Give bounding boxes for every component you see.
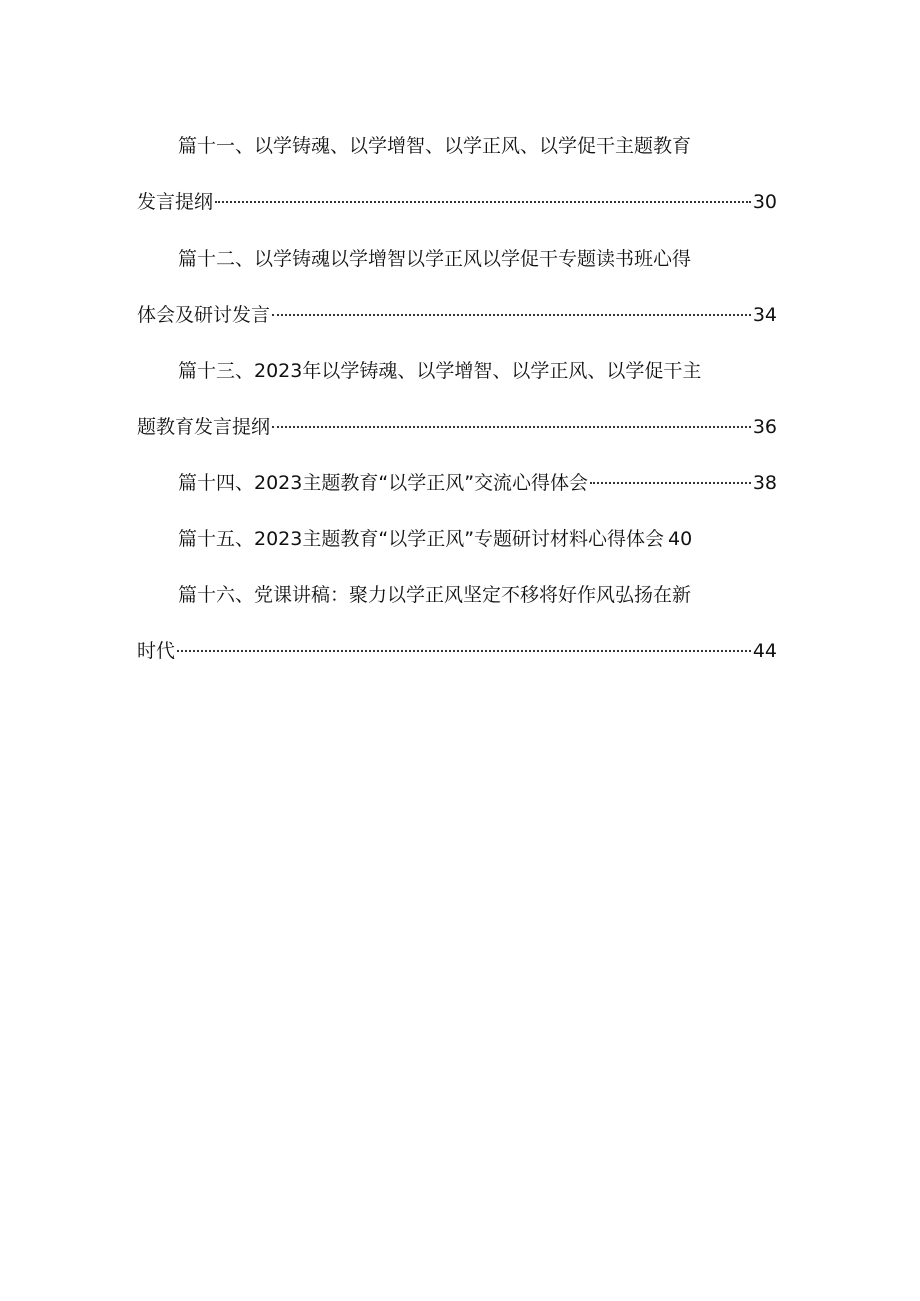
toc-entry-13-leader[interactable] [137,412,777,442]
toc-entry-12-leader[interactable] [137,300,777,330]
toc-page-number: 34 [752,304,777,326]
toc-entry-title-continued: 时代 [137,640,176,662]
dot-leader [590,482,751,484]
toc-entry-title-text: 篇十二、以学铸魂以学增智以学正风以学促干专题读书班心得 [178,248,692,270]
toc-page-number: 44 [752,640,777,662]
toc-entry-11-title[interactable] [178,131,691,161]
toc-entry-16-leader[interactable] [137,636,777,666]
toc-entry-title-text: 篇十四、2023主题教育“以学正风”交流心得体会 [178,472,589,494]
toc-entry-12-title[interactable] [178,244,691,274]
toc-page-number: 38 [752,472,777,494]
toc-entry-14[interactable] [178,468,777,498]
toc-page-number: 40 [668,528,693,550]
toc-entry-title-continued: 体会及研讨发言 [137,304,271,326]
toc-entry-title-continued: 题教育发言提纲 [137,416,271,438]
toc-entry-title-text: 篇十六、党课讲稿：聚力以学正风坚定不移将好作风弘扬在新 [178,584,692,606]
toc-entry-13-title[interactable] [178,356,701,386]
toc-entry-title-text: 篇十一、以学铸魂、以学增智、以学正风、以学促干主题教育 [178,135,692,157]
toc-entry-11-leader[interactable] [137,187,777,217]
dot-leader [215,201,751,203]
dot-leader [272,426,751,428]
toc-entry-16-title[interactable] [178,580,691,610]
toc-page-number: 30 [752,191,777,213]
toc-entry-title-text: 篇十三、2023年以学铸魂、以学增智、以学正风、以学促干主 [178,360,702,382]
toc-entry-15[interactable] [178,524,692,554]
toc-entry-title-continued: 发言提纲 [137,191,214,213]
dot-leader [177,650,751,652]
toc-page-number: 36 [752,416,777,438]
dot-leader [272,314,751,316]
toc-entry-title-text: 篇十五、2023主题教育“以学正风”专题研讨材料心得体会 [178,528,665,550]
